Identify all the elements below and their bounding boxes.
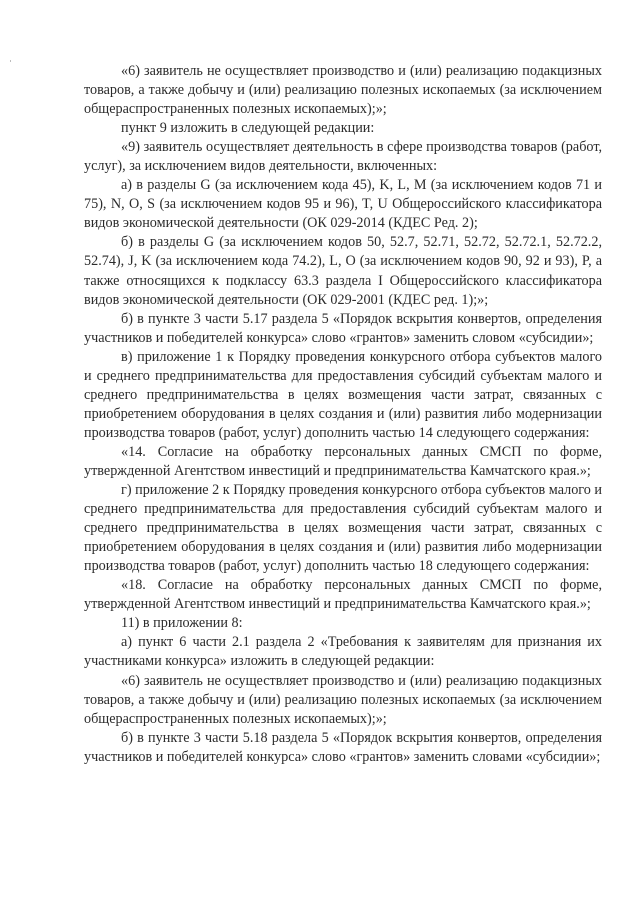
paragraph-14: б) в пункте 3 части 5.18 раздела 5 «Порядок вскрытия конвертов, определения участников и победителей конкурса» слово «грантов» заменить словами «субсидии»; [84, 729, 602, 765]
paragraph-13: «6) заявитель не осуществляет производство и (или) реализацию подакцизных товаров, а также добычу и (или) реализацию полезных ископаемых (за исключением общераспространенных полезных ископаемых);»; [84, 672, 602, 727]
paragraph-7: в) приложение 1 к Порядку проведения конкурсного отбора субъектов малого и среднего предпринимательства для предоставления субсидий субъектам малого и среднего предпринимательства в целях возмещения части затрат, связанных с приобретением оборудования в целях создания и (или) развития либо модернизации производства товаров (работ, услуг) дополнить частью 14 следующего содержания: [84, 348, 602, 441]
paragraph-10: «18. Согласие на обработку персональных данных СМСП по форме, утвержденной Агентством инвестиций и предпринимательства Камчатского края.»; [84, 577, 602, 613]
scan-mark [10, 60, 11, 62]
document-body [84, 62, 602, 767]
paragraph-8: «14. Согласие на обработку персональных данных СМСП по форме, утвержденной Агентством инвестиций и предпринимательства Камчатского края.»; [84, 443, 602, 479]
paragraph-12: а) пункт 6 части 2.1 раздела 2 «Требования к заявителям для признания их участниками конкурса» изложить в следующей редакции: [84, 634, 602, 670]
paragraph-1: «6) заявитель не осуществляет производство и (или) реализацию подакцизных товаров, а также добычу и (или) реализацию полезных ископаемых (за исключением общераспространенных полезных ископаемых);»; [84, 63, 602, 118]
paragraph-2: пункт 9 изложить в следующей редакции: [121, 120, 375, 137]
paragraph-3: «9) заявитель осуществляет деятельность в сфере производства товаров (работ, услуг), за исключением видов деятельности, включенных: [84, 139, 602, 175]
paragraph-9: г) приложение 2 к Порядку проведения конкурсного отбора субъектов малого и среднего предпринимательства для предоставления субсидий субъектам малого и среднего предпринимательства в целях возмещения части затрат, связанных с приобретением оборудования в целях создания и (или) развития либо модернизации производства товаров (работ, услуг) дополнить частью 18 следующего содержания: [84, 482, 602, 575]
paragraph-4: а) в разделы G (за исключением кода 45), K, L, M (за исключением кодов 71 и 75), N, O, S (за исключением кодов 95 и 96), T, U Общероссийского классификатора видов экономической деятельности (ОК 029-2014 (КДЕС Ред. 2); [84, 177, 602, 232]
paragraph-5: б) в разделы G (за исключением кодов 50, 52.7, 52.71, 52.72, 52.72.1, 52.72.2, 52.74), J, K (за исключением кода 74.2), L, O (за исключением кодов 90, 92 и 93), P, а также относящихся к подклассу 63.3 раздела I Общероссийского классификатора видов экономической деятельности (ОК 029-2001 (КДЕС ред. 1);»; [84, 234, 602, 308]
paragraph-11: 11) в приложении 8: [121, 615, 243, 632]
paragraph-6: б) в пункте 3 части 5.17 раздела 5 «Порядок вскрытия конвертов, определения участников и победителей конкурса» слово «грантов» заменить словом «субсидии»; [84, 310, 602, 346]
